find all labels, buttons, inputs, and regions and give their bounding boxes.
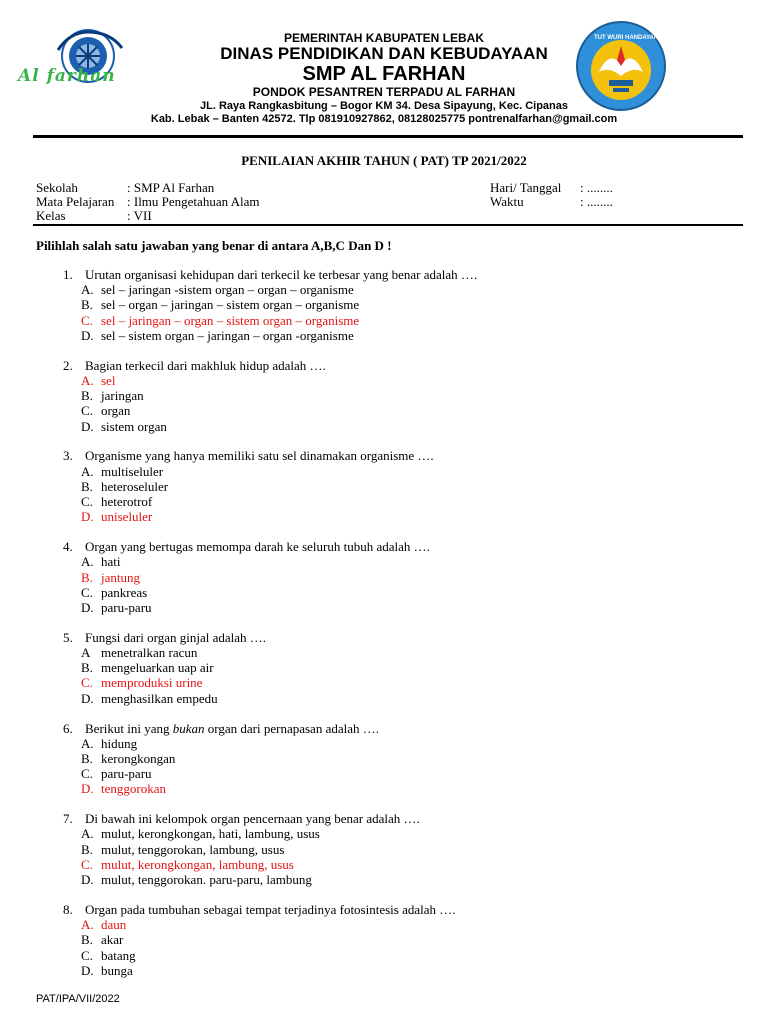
answer-option (81, 600, 152, 615)
option-text: daun (101, 917, 127, 933)
question-number: 1. (63, 267, 73, 282)
question-text (85, 902, 456, 917)
option-letter: B. (81, 932, 93, 948)
option-letter: C. (81, 584, 93, 600)
answer-option (81, 766, 152, 781)
option-letter: D. (81, 418, 94, 434)
option-text: organ (101, 403, 131, 419)
answer-option (81, 645, 197, 660)
option-text: uniseluler (101, 509, 153, 525)
tut-wuri-handayani-logo (575, 20, 667, 112)
question-text-part: Berikut ini yang (85, 720, 173, 736)
answer-option-correct (81, 917, 126, 932)
option-letter: D. (81, 327, 94, 343)
question-text (85, 358, 326, 373)
header-government: PEMERINTAH KABUPATEN LEBAK (284, 31, 484, 45)
option-text: tenggorokan (101, 781, 166, 797)
answer-option (81, 948, 136, 963)
answer-option (81, 419, 167, 434)
option-text: jaringan (101, 388, 144, 404)
option-text: sel – jaringan – organ – sistem organ – organisme (101, 312, 360, 328)
option-letter: C. (81, 856, 93, 872)
option-letter: D. (81, 690, 94, 706)
answer-option (81, 328, 354, 343)
option-text: sel (101, 372, 116, 388)
option-text: sel – sistem organ – jaringan – organ -organisme (101, 327, 354, 343)
question-text-emphasis: bukan (172, 720, 205, 736)
question-text-part: Fungsi dari organ ginjal adalah …. (85, 629, 267, 645)
question-text-part: Urutan organisasi kehidupan dari terkecil ke terbesar yang benar adalah …. (85, 267, 478, 282)
question-text-part: Organisme yang hanya memiliki satu sel dinamakan organisme …. (85, 448, 434, 464)
footer-code: PAT/IPA/VII/2022 (36, 993, 120, 1005)
option-text: sel – jaringan -sistem organ – organ – organisme (101, 282, 354, 298)
option-letter: C. (81, 675, 93, 691)
instruction: Pilihlah salah satu jawaban yang benar di antara A,B,C Dan D ! (36, 238, 392, 253)
question-number: 2. (63, 357, 73, 373)
option-text: mulut, kerongkongan, lambung, usus (101, 856, 294, 872)
answer-option (81, 479, 168, 494)
option-text: mulut, kerongkongan, hati, lambung, usus (101, 826, 320, 842)
option-letter: B. (81, 660, 93, 676)
answer-option (81, 691, 218, 706)
option-letter: A. (81, 826, 94, 842)
header-contact: Kab. Lebak – Banten 42572. Tlp 081910927862, 08128025775 pontrenalfarhan@gmail.com (150, 113, 618, 125)
option-text: paru-paru (101, 766, 152, 782)
question-text (85, 811, 420, 826)
option-text: kerongkongan (101, 750, 176, 766)
option-text: batang (101, 947, 136, 963)
answer-option (81, 388, 144, 403)
option-letter: D. (81, 781, 94, 797)
option-letter: D. (81, 872, 94, 887)
option-letter: B. (81, 388, 93, 404)
option-letter: B. (81, 569, 93, 585)
info-sekolah-value: : SMP Al Farhan (127, 180, 215, 195)
question-number: 6. (63, 720, 73, 736)
answer-option-correct (81, 857, 294, 872)
option-text: sistem organ (101, 418, 167, 434)
header-address: JL. Raya Rangkasbitung – Bogor KM 34. Desa Sipayung, Kec. Cipanas (200, 100, 568, 112)
question-number: 5. (63, 629, 73, 645)
answer-option-correct (81, 675, 202, 690)
option-text: akar (101, 932, 124, 948)
info-waktu-value: : ........ (580, 194, 613, 209)
answer-option (81, 751, 175, 766)
option-letter: B. (81, 478, 93, 494)
question-number: 7. (63, 811, 73, 827)
question-text (85, 539, 430, 554)
exam-title: PENILAIAN AKHIR TAHUN ( PAT) TP 2021/2022 (241, 153, 527, 168)
option-text: menetralkan racun (101, 645, 198, 660)
option-letter: C. (81, 947, 93, 963)
option-letter: D. (81, 599, 94, 615)
option-letter: D. (81, 962, 94, 978)
option-letter: A. (81, 282, 94, 298)
info-mapel-label: Mata Pelajaran (36, 194, 115, 209)
question-text (85, 448, 434, 463)
option-letter: A. (81, 735, 94, 751)
option-text: mulut, tenggorokan, lambung, usus (101, 841, 285, 857)
option-text: heterotrof (101, 494, 153, 509)
info-waktu-label: Waktu (490, 194, 524, 209)
header-divider (33, 135, 743, 138)
question-text-part: Di bawah ini kelompok organ pencernaan yang benar adalah …. (85, 811, 420, 827)
option-text: heteroseluler (101, 478, 169, 494)
header-pesantren: PONDOK PESANTREN TERPADU AL FARHAN (252, 85, 516, 99)
answer-option-correct (81, 373, 115, 388)
answer-option-correct (81, 509, 152, 524)
question-number: 8. (63, 901, 73, 917)
question-text (85, 630, 266, 645)
option-text: bunga (101, 962, 133, 978)
question-text (85, 721, 379, 736)
option-letter: C. (81, 766, 93, 782)
answer-option (81, 932, 123, 947)
option-text: mengeluarkan uap air (101, 660, 214, 676)
school-logo (18, 28, 158, 90)
answer-option-correct (81, 781, 166, 796)
header-school-name: SMP AL FARHAN (302, 63, 466, 85)
tut-wuri-handayani-text: TUT WURI HANDAYANI (594, 35, 660, 41)
info-kelas-label: Kelas (36, 208, 66, 223)
answer-option (81, 872, 312, 887)
header-department: DINAS PENDIDIKAN DAN KEBUDAYAAN (220, 44, 548, 63)
answer-option (81, 464, 163, 479)
option-letter: A. (81, 917, 94, 933)
answer-option (81, 403, 130, 418)
answer-option (81, 554, 121, 569)
option-letter: A. (81, 554, 94, 570)
option-letter: B. (81, 841, 93, 857)
info-sekolah-label: Sekolah (36, 180, 78, 195)
option-text: sel – organ – jaringan – sistem organ – organisme (101, 297, 360, 313)
option-letter: A. (81, 463, 94, 479)
option-text: multiseluler (101, 463, 164, 479)
question-text-part: organ dari pernapasan adalah …. (204, 720, 379, 736)
question-number: 3. (63, 448, 73, 464)
answer-option (81, 282, 354, 297)
answer-option (81, 660, 214, 675)
info-kelas-value: : VII (127, 208, 152, 223)
option-text: paru-paru (101, 599, 152, 615)
info-divider (33, 224, 743, 226)
option-letter: A (81, 645, 91, 660)
option-text: mulut, tenggorokan. paru-paru, lambung (101, 872, 312, 887)
school-logo-text: Al farhan (18, 66, 116, 86)
answer-option (81, 585, 147, 600)
option-letter: C. (81, 312, 93, 328)
question-text (85, 267, 477, 282)
info-hari-value: : ........ (580, 180, 613, 195)
option-letter: B. (81, 750, 93, 766)
answer-option (81, 297, 359, 312)
info-hari-label: Hari/ Tanggal (490, 180, 562, 195)
option-text: menghasilkan empedu (101, 690, 218, 706)
option-text: hidung (101, 735, 138, 751)
option-letter: A. (81, 372, 94, 388)
answer-option (81, 842, 284, 857)
option-text: jantung (101, 569, 140, 585)
question-text-part: Organ pada tumbuhan sebagai tempat terjadinya fotosintesis adalah …. (85, 901, 456, 917)
option-letter: C. (81, 494, 93, 509)
option-text: pankreas (101, 584, 148, 600)
option-letter: B. (81, 297, 93, 313)
answer-option-correct (81, 313, 359, 328)
question-text-part: Bagian terkecil dari makhluk hidup adalah …. (85, 357, 326, 373)
option-text: hati (101, 554, 121, 570)
option-letter: D. (81, 509, 94, 525)
option-text: memproduksi urine (101, 675, 203, 691)
option-letter: C. (81, 403, 93, 419)
answer-option (81, 963, 133, 978)
question-number: 4. (63, 539, 73, 555)
answer-option (81, 736, 137, 751)
info-mapel-value: : Ilmu Pengetahuan Alam (127, 194, 260, 209)
question-text-part: Organ yang bertugas memompa darah ke seluruh tubuh adalah …. (85, 539, 430, 555)
answer-option (81, 826, 320, 841)
answer-option-correct (81, 570, 140, 585)
answer-option (81, 494, 152, 509)
